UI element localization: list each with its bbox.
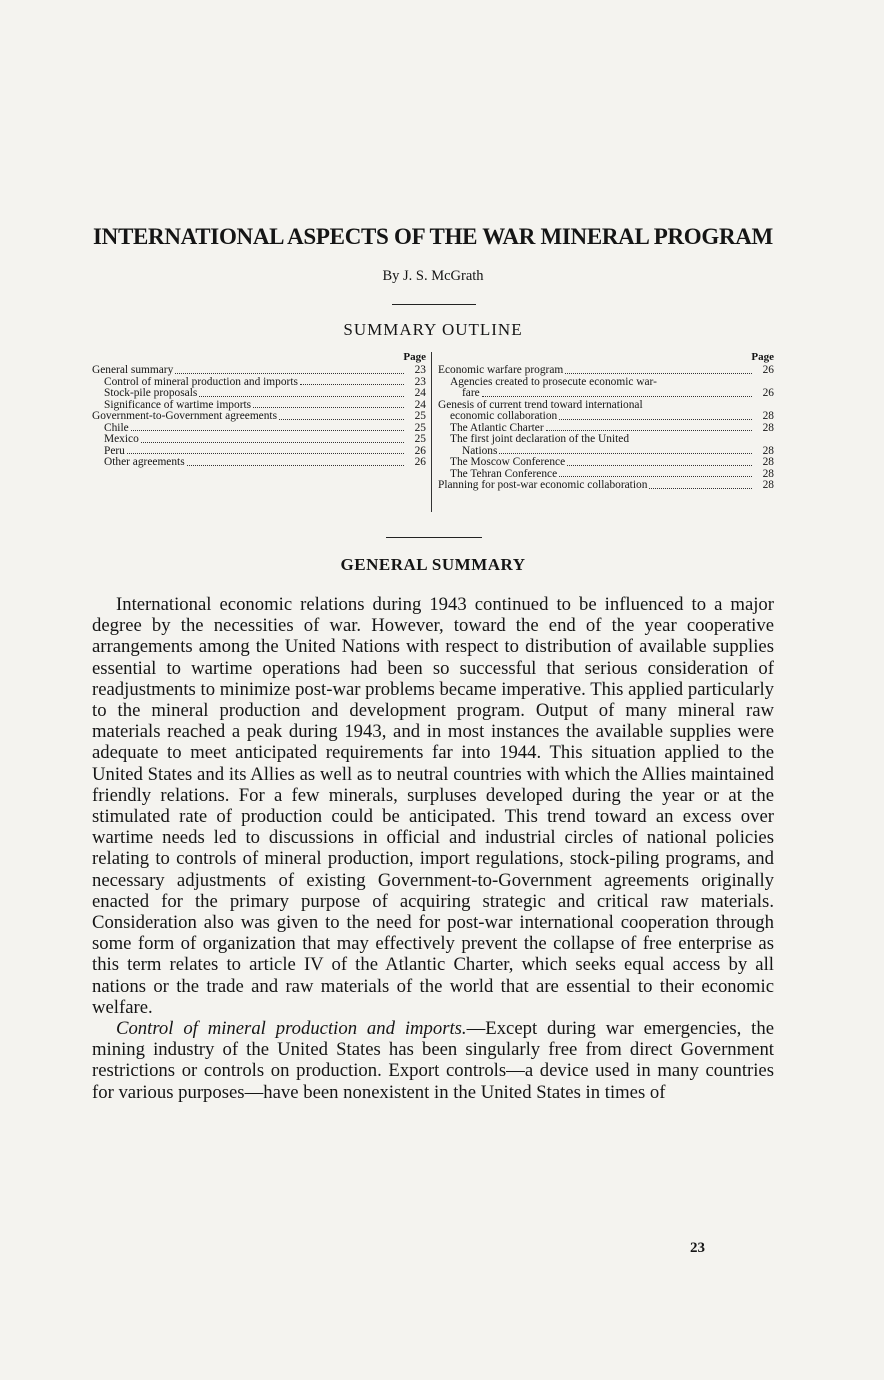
summary-outline-heading: SUMMARY OUTLINE xyxy=(343,320,523,339)
toc-right-column xyxy=(438,352,774,492)
author-byline: By J. S. McGrath xyxy=(382,268,484,284)
toc-entry-line: Genesis of current trend toward international xyxy=(438,398,643,411)
toc-entry: Peru 26 xyxy=(104,444,426,457)
paragraph-lead: Control of mineral production and imports. xyxy=(116,1018,467,1040)
body-text xyxy=(92,594,774,1103)
toc-entry: Other agreements 26 xyxy=(104,456,426,468)
section-heading: GENERAL SUMMARY xyxy=(340,555,526,574)
toc-entry: Planning for post-war economic collaboration 28 xyxy=(438,479,774,491)
paragraph-body: —Except during war emergencies, the mining industry of the United States has been singularly free from direct Government restrictions or controls on production. Export controls—a device used in many countries for various purposes—have been nonexistent in the United States in times of xyxy=(92,1018,775,1103)
page-number: 23 xyxy=(690,1240,705,1256)
toc-entry: Chile 25 xyxy=(104,421,426,434)
paragraph: International economic relations during 1943 continued to be influenced to a major degree by the necessities of war. However, toward the end of the year cooperative arrangements among the United Nations with respect to distribution of available supplies essential to wartime operations had been so successful that serious consideration of readjustments to minimize post-war problems became imperative. This applied particularly to the mineral production and development program. Output of many mineral raw materials reached a peak during 1943, and in most instances the available supplies were adequate to meet anticipated requirements far into 1944. This situation applied to the United States and its Allies as well as to neutral countries with which the Allies maintained friendly relations. For a few minerals, surpluses developed during the year or at the stimulated rate of production could be anticipated. This trend toward an excess over wartime needs led to discussions in official and industrial circles of national policies relating to controls of mineral production, import regulations, stock-piling programs, and necessary adjustments of existing Government-to-Government agreements originally enacted for the primary purpose of acquiring strategic and critical raw materials. Consideration also was given to the need for post-war international cooperation through some form of organization that may effectively prevent the collapse of free enterprise as this term relates to article IV of the Atlantic Charter, which seeks equal access by all nations or the trade and raw materials of the world that are essential to their economic welfare. xyxy=(92,594,774,1018)
toc-entry: The Tehran Conference 28 xyxy=(450,467,774,480)
toc-column-divider xyxy=(431,352,432,512)
toc-entry-line: The first joint declaration of the United xyxy=(450,433,630,445)
toc-entry: Nations 28 xyxy=(462,444,774,457)
toc-entry: Mexico 25 xyxy=(104,433,426,445)
toc-entry: The Moscow Conference 28 xyxy=(450,456,774,468)
toc-entry: economic collaboration 28 xyxy=(450,410,774,422)
toc-entry-line: Agencies created to prosecute economic war- xyxy=(450,375,657,388)
divider-rule xyxy=(392,304,476,305)
document-page xyxy=(92,0,774,1380)
toc-entry: General summary 23 xyxy=(92,364,426,376)
divider-rule xyxy=(386,537,482,538)
toc-entry: Control of mineral production and imports 23 xyxy=(104,375,426,388)
toc-entry: fare 26 xyxy=(462,387,774,399)
paragraph xyxy=(92,1018,774,1103)
toc-entry: Stock-pile proposals 24 xyxy=(104,387,426,399)
toc-entry: Government-to-Government agreements 25 xyxy=(92,410,426,422)
toc-entry: Significance of wartime imports 24 xyxy=(104,398,426,411)
toc-entry: Economic warfare program 26 xyxy=(438,364,774,376)
toc-page-header: Page xyxy=(751,351,774,363)
toc-left-column xyxy=(92,352,426,469)
document-title: INTERNATIONAL ASPECTS OF THE WAR MINERAL PROGRAM xyxy=(93,224,773,249)
toc-entry: The Atlantic Charter 28 xyxy=(450,421,774,434)
toc-page-header: Page xyxy=(403,351,426,363)
